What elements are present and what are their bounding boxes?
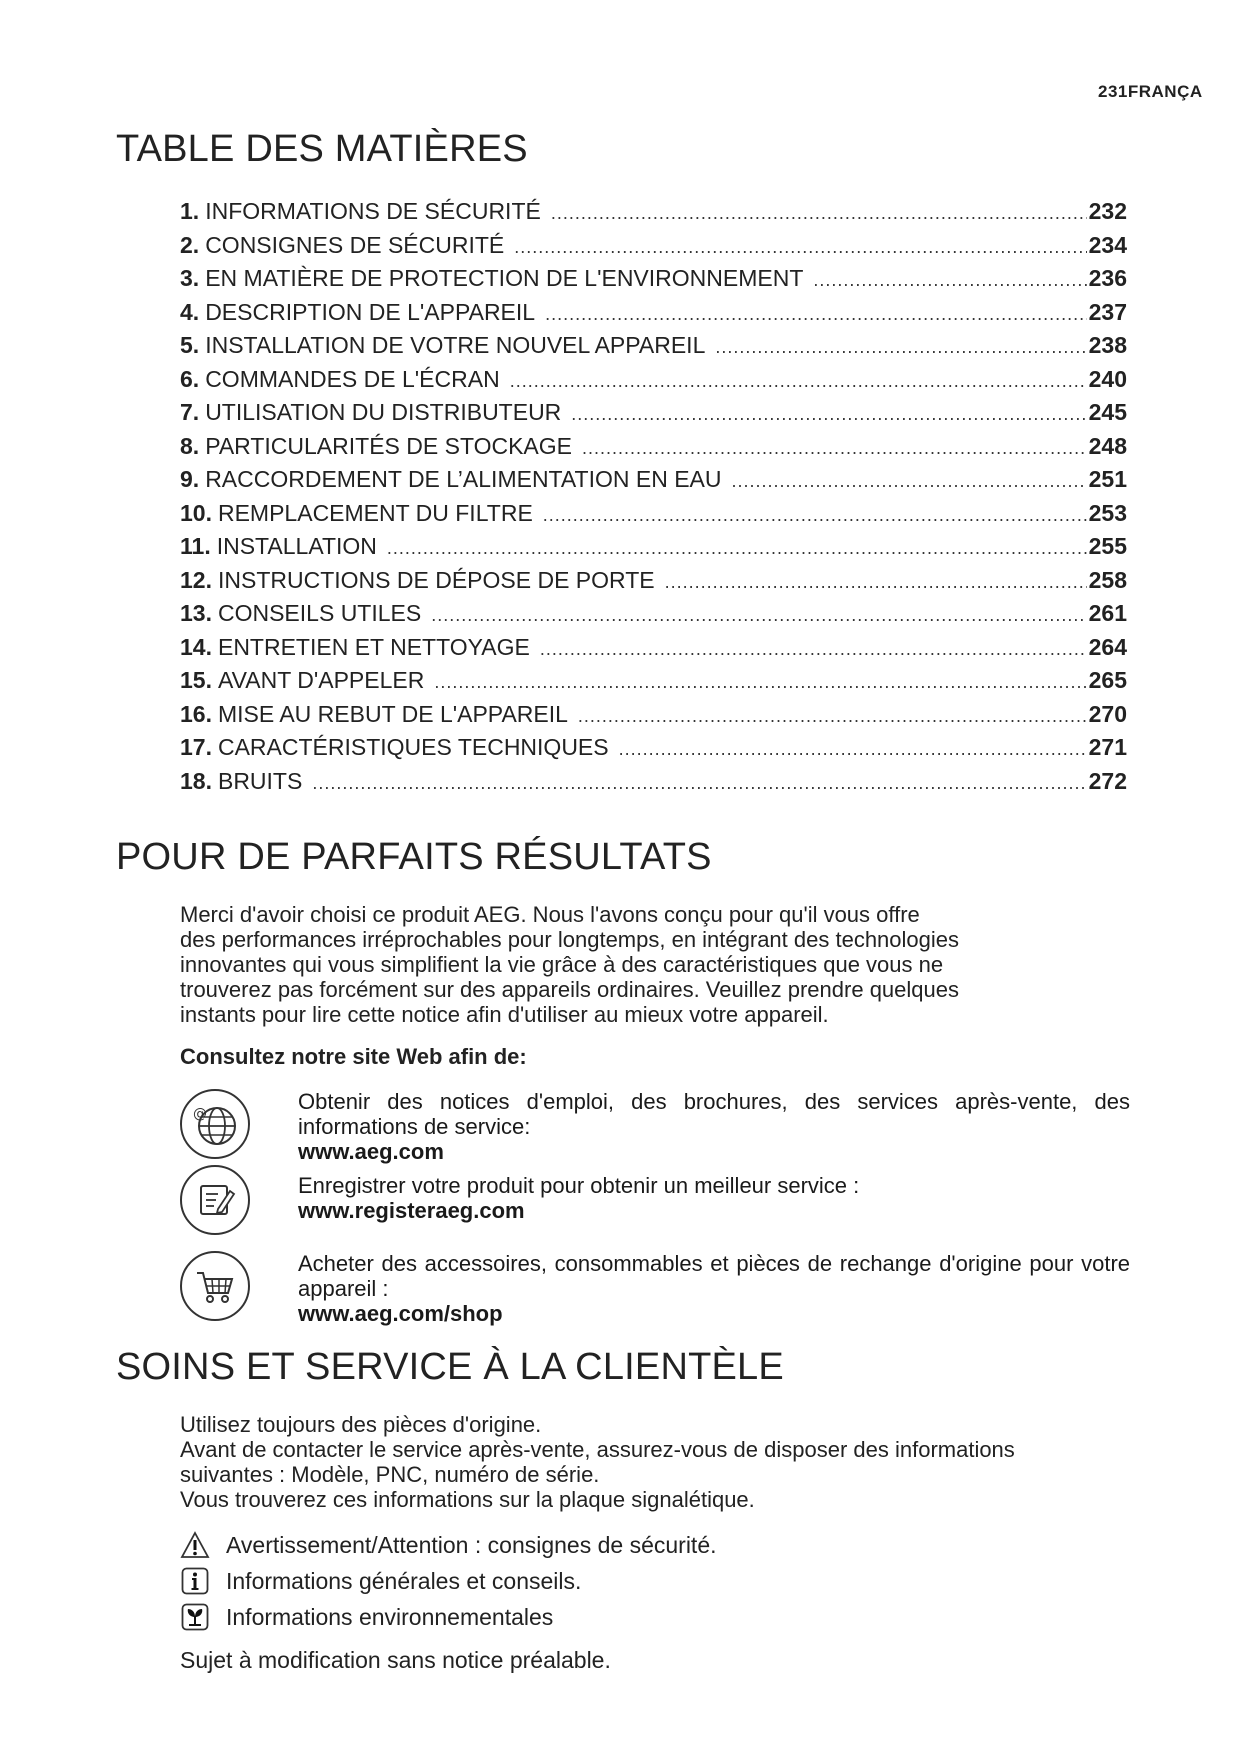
toc-entry-number: 17. xyxy=(180,734,212,760)
toc-entry-label: DESCRIPTION DE L'APPAREIL xyxy=(205,298,536,325)
intro-line: trouverez pas forcément sur des appareils ordinaires. Veuillez prendre quelques xyxy=(180,977,959,1002)
intro-paragraph xyxy=(180,902,1140,1027)
toc-entry-page: 271 xyxy=(1088,734,1127,760)
toc-entry-label: COMMANDES DE L'ÉCRAN xyxy=(205,365,500,392)
table-of-contents xyxy=(180,198,1127,801)
website-item-shop xyxy=(180,1251,1130,1326)
toc-leader-dots xyxy=(578,706,1087,727)
toc-entry-number: 7. xyxy=(180,399,200,425)
toc-entry[interactable] xyxy=(180,399,1127,433)
toc-entry-number: 16. xyxy=(180,700,212,727)
toc-entry-number: 10. xyxy=(180,499,212,526)
legend-text: Informations générales et conseils. xyxy=(226,1567,582,1594)
toc-entry-label: MISE AU REBUT DE L'APPAREIL xyxy=(217,700,568,727)
service-line: suivantes : Modèle, PNC, numéro de série. xyxy=(180,1462,600,1487)
toc-entry-label: EN MATIÈRE DE PROTECTION DE L'ENVIRONNEMENT xyxy=(205,265,804,291)
toc-entry-page: 232 xyxy=(1088,198,1127,224)
toc-entry-label: REMPLACEMENT DU FILTRE xyxy=(217,499,533,526)
toc-leader-dots xyxy=(540,639,1087,660)
info-icon xyxy=(180,1566,210,1596)
toc-entry-page: 237 xyxy=(1088,298,1127,325)
toc-leader-dots xyxy=(732,471,1087,492)
toc-entry-page: 270 xyxy=(1088,700,1127,727)
toc-leader-dots xyxy=(813,270,1086,291)
toc-leader-dots xyxy=(312,773,1086,794)
website-item-text: Enregistrer votre produit pour obtenir un meilleur service : xyxy=(298,1173,860,1198)
legend-text: Avertissement/Attention : consignes de sécurité. xyxy=(226,1531,717,1558)
toc-entry-page: 238 xyxy=(1088,332,1127,358)
toc-entry-number: 1. xyxy=(180,198,200,224)
toc-entry[interactable] xyxy=(180,634,1127,668)
toc-entry-page: 248 xyxy=(1088,432,1127,459)
service-paragraph xyxy=(180,1412,1140,1512)
toc-entry-label: UTILISATION DU DISTRIBUTEUR xyxy=(205,399,562,425)
toc-entry-number: 18. xyxy=(180,767,212,794)
toc-entry-label: RACCORDEMENT DE L’ALIMENTATION EN EAU xyxy=(205,466,722,492)
toc-entry[interactable] xyxy=(180,667,1127,701)
toc-entry-number: 9. xyxy=(180,466,200,492)
toc-entry[interactable] xyxy=(180,768,1127,802)
website-item-manuals xyxy=(180,1089,1130,1164)
toc-entry-page: 253 xyxy=(1088,499,1127,526)
toc-leader-dots xyxy=(715,337,1086,358)
toc-entry-label: PARTICULARITÉS DE STOCKAGE xyxy=(205,432,572,459)
intro-line: des performances irréprochables pour longtemps, en intégrant des technologies xyxy=(180,927,960,952)
toc-entry-page: 255 xyxy=(1088,533,1127,559)
toc-entry-number: 12. xyxy=(180,566,212,593)
register-icon xyxy=(180,1165,250,1235)
toc-entry-page: 265 xyxy=(1088,667,1127,693)
toc-entry-label: INSTALLATION DE VOTRE NOUVEL APPAREIL xyxy=(205,332,706,358)
intro-line: Merci d'avoir choisi ce produit AEG. Nous l'avons conçu pour qu'il vous offre xyxy=(180,902,920,927)
svg-text:@: @ xyxy=(193,1106,207,1122)
toc-leader-dots xyxy=(431,605,1086,626)
toc-entry-number: 2. xyxy=(180,231,200,258)
toc-leader-dots xyxy=(434,672,1086,693)
toc-entry-page: 234 xyxy=(1088,231,1127,258)
toc-entry[interactable] xyxy=(180,265,1127,299)
toc-entry[interactable] xyxy=(180,466,1127,500)
register-link[interactable]: www.registeraeg.com xyxy=(298,1198,525,1223)
environment-icon xyxy=(180,1602,210,1632)
toc-leader-dots xyxy=(510,371,1087,392)
toc-leader-dots xyxy=(582,438,1087,459)
service-title: SOINS ET SERVICE À LA CLIENTÈLE xyxy=(116,1346,784,1388)
service-line: Vous trouverez ces informations sur la plaque signalétique. xyxy=(180,1487,755,1512)
toc-entry[interactable] xyxy=(180,433,1127,467)
toc-entry-label: CARACTÉRISTIQUES TECHNIQUES xyxy=(217,734,609,760)
toc-entry-number: 15. xyxy=(180,667,212,693)
toc-entry-number: 11. xyxy=(180,533,211,559)
toc-entry-page: 261 xyxy=(1088,600,1127,626)
toc-entry-page: 272 xyxy=(1088,767,1127,794)
toc-entry[interactable] xyxy=(180,232,1127,266)
toc-entry-page: 240 xyxy=(1088,365,1127,392)
toc-title: TABLE DES MATIÈRES xyxy=(116,128,528,170)
toc-entry[interactable] xyxy=(180,734,1127,768)
toc-entry[interactable] xyxy=(180,567,1127,601)
toc-entry-label: CONSEILS UTILES xyxy=(217,600,422,626)
cart-icon xyxy=(180,1251,250,1321)
toc-leader-dots xyxy=(665,572,1087,593)
toc-entry-page: 236 xyxy=(1088,265,1127,291)
page-header: 231FRANÇA xyxy=(1098,82,1203,101)
toc-entry-page: 251 xyxy=(1088,466,1127,492)
legend-environment xyxy=(180,1602,553,1632)
toc-entry-number: 14. xyxy=(180,633,212,660)
shop-link[interactable]: www.aeg.com/shop xyxy=(298,1301,503,1326)
toc-entry-number: 5. xyxy=(180,332,200,358)
results-title: POUR DE PARFAITS RÉSULTATS xyxy=(116,836,712,878)
toc-entry-number: 4. xyxy=(180,298,200,325)
legend-info xyxy=(180,1566,581,1596)
legend-warning xyxy=(180,1530,717,1560)
website-item-text: Obtenir des notices d'emploi, des brochures, des services après-vente, des informations de service: xyxy=(298,1089,1130,1139)
footer-note: Sujet à modification sans notice préalable. xyxy=(180,1647,611,1673)
toc-entry-number: 8. xyxy=(180,432,200,459)
toc-entry-page: 245 xyxy=(1088,399,1127,425)
aeg-link[interactable]: www.aeg.com xyxy=(298,1139,444,1164)
intro-line: instants pour lire cette notice afin d'utiliser au mieux votre appareil. xyxy=(180,1002,829,1027)
toc-entry[interactable] xyxy=(180,332,1127,366)
toc-entry-number: 6. xyxy=(180,365,200,392)
service-line: Utilisez toujours des pièces d'origine. xyxy=(180,1412,542,1437)
toc-entry[interactable] xyxy=(180,701,1127,735)
toc-entry-label: CONSIGNES DE SÉCURITÉ xyxy=(205,231,505,258)
warning-icon xyxy=(180,1530,210,1560)
toc-entry-number: 3. xyxy=(180,265,200,291)
toc-entry-page: 264 xyxy=(1088,633,1127,660)
toc-entry-label: INSTALLATION xyxy=(216,533,377,559)
toc-entry[interactable] xyxy=(180,366,1127,400)
toc-entry-page: 258 xyxy=(1088,566,1127,593)
toc-leader-dots xyxy=(571,404,1086,425)
service-line: Avant de contacter le service après-vente, assurez-vous de disposer des informations xyxy=(180,1437,1015,1462)
toc-leader-dots xyxy=(551,203,1087,224)
toc-entry-label: INFORMATIONS DE SÉCURITÉ xyxy=(205,198,541,224)
legend-text: Informations environnementales xyxy=(226,1603,554,1630)
toc-leader-dots xyxy=(387,538,1087,559)
website-heading: Consultez notre site Web afin de: xyxy=(180,1044,527,1069)
toc-entry-label: BRUITS xyxy=(217,767,303,794)
toc-entry[interactable] xyxy=(180,533,1127,567)
toc-entry[interactable] xyxy=(180,500,1127,534)
toc-entry[interactable] xyxy=(180,299,1127,333)
toc-entry-number: 13. xyxy=(180,600,212,626)
toc-entry-label: INSTRUCTIONS DE DÉPOSE DE PORTE xyxy=(217,566,655,593)
toc-leader-dots xyxy=(619,739,1087,760)
toc-leader-dots xyxy=(545,304,1087,325)
toc-entry-label: AVANT D'APPELER xyxy=(217,667,425,693)
globe-icon xyxy=(180,1089,250,1159)
toc-leader-dots xyxy=(514,237,1086,258)
intro-line: innovantes qui vous simplifient la vie grâce à des caractéristiques que vous ne xyxy=(180,952,944,977)
website-item-register xyxy=(180,1165,1130,1235)
toc-entry[interactable] xyxy=(180,198,1127,232)
website-item-text: Acheter des accessoires, consommables et pièces de rechange d'origine pour votre appareil : xyxy=(298,1251,1130,1301)
toc-entry-label: ENTRETIEN ET NETTOYAGE xyxy=(217,633,530,660)
toc-entry[interactable] xyxy=(180,600,1127,634)
toc-leader-dots xyxy=(543,505,1087,526)
